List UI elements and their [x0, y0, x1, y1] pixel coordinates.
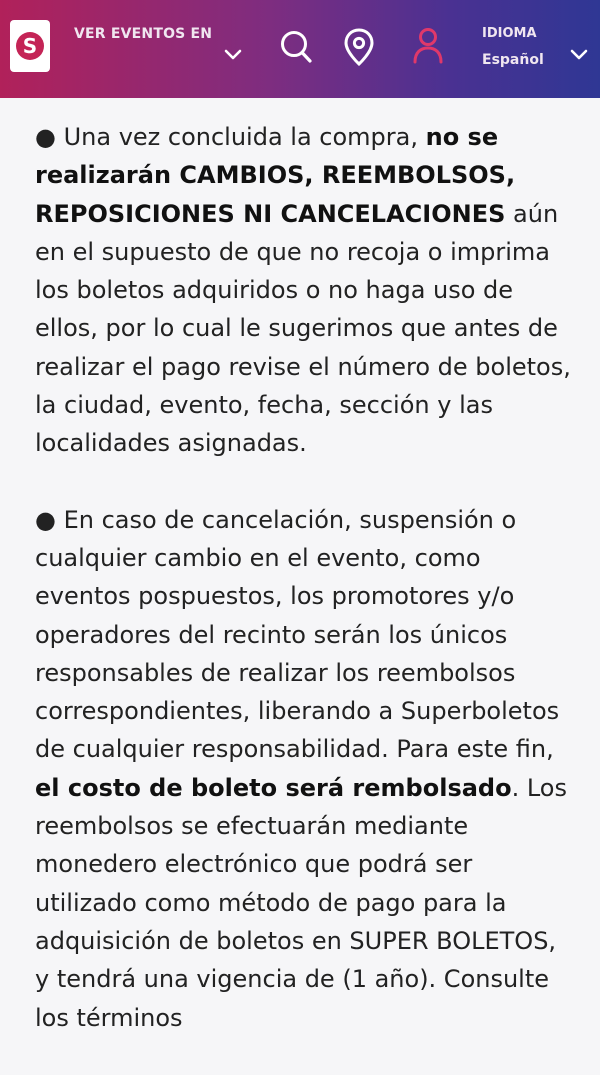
top-navigation-bar [0, 0, 600, 98]
logo-letter: S [16, 32, 44, 60]
paragraph-text: . Los reembolsos se efectuarán mediante monedero electrónico que podrá ser utilizado como método de pago para la adquisición de boletos en SUPER BOLETOS, y tendrá una vigencia de (1 año). Consulte los términos [35, 773, 567, 1032]
paragraph-text: Una vez concluida la compra, [63, 123, 426, 151]
paragraph-emphasis: no se realizarán CAMBIOS, REEMBOLSOS, REPOSICIONES NI CANCELACIONES [35, 123, 516, 228]
user-icon[interactable] [410, 26, 446, 66]
paragraph-text: En caso de cancelación, suspensión o cualquier cambio en el evento, como eventos pospuestos, los promotores y/o operadores del recinto serán los únicos responsables de realizar los reembolsos correspondientes, liberando a Superboletos de cualquier responsabilidad. Para este fin, [35, 505, 560, 764]
bullet: ● [35, 505, 64, 534]
superboletos-logo-icon[interactable] [10, 20, 50, 72]
chevron-down-icon[interactable] [568, 44, 590, 66]
paragraph-text: aún en el supuesto de que no recoja o imprima los boletos adquiridos o no haga uso de ellos, por lo cual le sugerimos que antes de realizar el pago revise el número de boletos, la ciudad, evento, fecha, sección y las localidades asignadas. [35, 199, 571, 458]
terms-paragraph-cancellation [35, 501, 575, 1037]
bullet: ● [35, 123, 64, 151]
location-pin-icon[interactable] [340, 26, 378, 68]
paragraph-emphasis: el costo de boleto será rembolsado [35, 773, 512, 802]
chevron-down-icon[interactable] [222, 44, 244, 66]
events-location-label[interactable]: VER EVENTOS EN [74, 26, 213, 42]
language-label: IDIOMA [482, 26, 537, 41]
language-selector[interactable]: Español [482, 52, 544, 68]
search-icon[interactable] [278, 28, 314, 66]
terms-content [35, 118, 575, 1075]
terms-paragraph-no-refunds [35, 118, 575, 463]
